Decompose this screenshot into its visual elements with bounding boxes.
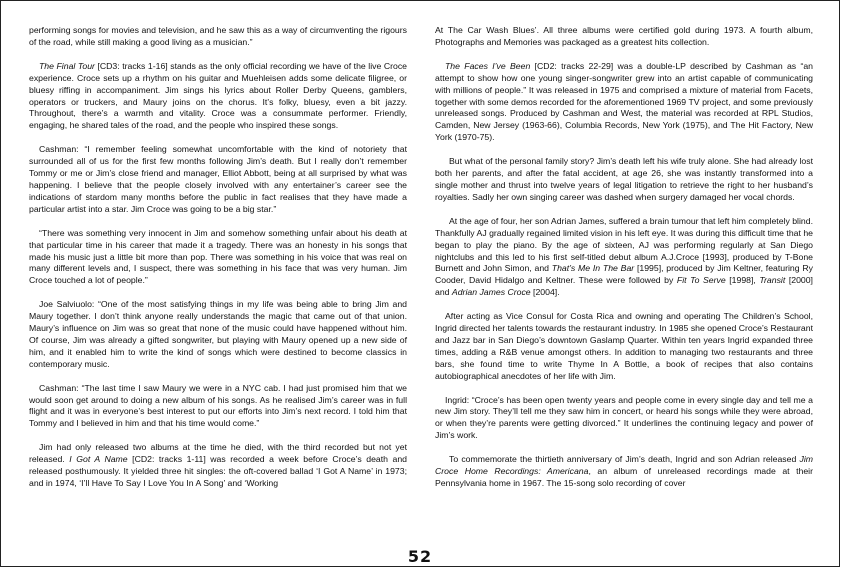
paragraph xyxy=(29,61,407,132)
paragraph xyxy=(435,216,813,299)
right-column xyxy=(435,25,813,502)
paragraph: But what of the personal family story? Jim’s death left his wife truly alone. She had already lost both her parents, and after the fatal accident, at age 26, she was instantly transformed into a single mother and thrust into twelve years of legal litigation to retrieve the right to her husband’s royalties. Sadly her own singing career was dashed when surgery damaged her vocal chords. xyxy=(435,156,813,202)
paragraph-text: At the age of four, her son Adrian James, suffered a brain tumour that left him completely blind. Thankfully AJ gradually regained limited vision in his left eye. It was during this difficult time that he began to play the piano. By the age of sixteen, AJ was performing regularly at San Diego nightclubs and this led to his first self-titled debut album A.J.Croce [1993], produced by T-Bone Burnett and John Simon, and xyxy=(435,215,813,274)
album-title: Jim Croce Home Recordings: Americana xyxy=(435,454,813,477)
paragraph-text: [CD2: tracks 1-11] was recorded a week before Croce’s death and released posthumously. It yielded three hit singles: the oft-covered ballad ‘I Got A Name’ in 1973; and in 1974, ‘I’ll Have To Say I Love You In A Song’ and ‘Working xyxy=(29,454,408,488)
album-title: That’s Me In The Bar xyxy=(551,263,635,274)
album-title: I Got A Name xyxy=(69,454,128,465)
paragraph xyxy=(435,454,813,490)
paragraph: Cashman: “The last time I saw Maury we were in a NYC cab. I had just promised him that we would soon get around to doing a new album of his songs. As he realised Jim’s career was in full flight and it was in everyone’s best interest to put our efforts into Jim’s next record. I told him that Tommy and I believed in him and that his time would come.” xyxy=(29,382,407,429)
album-title: Adrian James Croce xyxy=(451,287,531,298)
paragraph xyxy=(29,442,407,490)
paragraph: At The Car Wash Blues’. All three albums were certified gold during 1973. A fourth album, Photographs and Memories was packaged as a greatest hits collection. xyxy=(435,25,813,47)
album-title: The Final Tour xyxy=(39,60,95,71)
paragraph-text: [CD2: tracks 22-29] was a double-LP described by Cashman as “an attempt to show how one young singer-songwriter grew into an artist capable of communicating with millions of people.” It was released in 1975 and comprised a mixture of material from Facets, together with some demos recorded for the aforementioned 1969 TV project, and some previously unreleased songs. Produced by Cashman and West, the material was recorded at RPL Studios, Camden, New Jersey (1963-66), Columbia Records, New York (1975), and The Hit Factory, New York (1970-75). xyxy=(435,60,813,143)
paragraph-text: [1998], xyxy=(725,275,760,286)
paragraph-text: [2000] and xyxy=(435,275,813,298)
paragraph: After acting as Vice Consul for Costa Rica and owning and operating The Children’s School, Ingrid directed her talents towards the restaurant industry. In 1985 she opened Croce’s Restaurant and Jazz bar in San Diego’s downtown Gaslamp Quarter. Within ten years Ingrid expanded three times, adding a R&B venue amongst others. In addition to managing two restaurants and three bars, she found time to write Thyme In A Bottle, a book of recipes that also contains autobiographical anecdotes of her life with Jim. xyxy=(435,311,813,381)
paragraph xyxy=(435,61,813,144)
paragraph: Cashman: “I remember feeling somewhat uncomfortable with the kind of notoriety that surrounded all of us for the first few months following Jim’s death. But I really don’t remember Tommy or me or Jim’s close friend and manager, Elliot Abbott, being at all surprised by what was happening. I believe that the people closely involved with any entertainer’s career see the indications of stardom many months before the public in fact realises that they have made a particular artist into a star. Jim Croce was going to be a big star.” xyxy=(29,144,407,214)
left-column xyxy=(29,25,407,502)
album-title: Fit To Serve xyxy=(676,275,726,286)
paragraph-text: To commemorate the thirtieth anniversary of Jim’s death, Ingrid and son Adrian released xyxy=(449,454,800,465)
paragraph-text: [1995], produced by Jim Keltner, featuring Ry Cooder, David Hidalgo and Keltner. These were followed by xyxy=(435,263,813,286)
paragraph-text: , an album of unreleased recordings made at their Pennsylvania home in 1967. The 15-song solo recording of cover xyxy=(435,466,813,488)
page-number: 52 xyxy=(407,547,433,566)
paragraph-text: Jim had only released two albums at the time he died, with the third recorded but not yet released. xyxy=(29,442,407,465)
paragraph: Ingrid: “Croce’s has been open twenty years and people come in every single day and tell me a new Jim story. They’ll tell me they saw him in concert, or heard his songs while they were abroad, or when they’re parents were getting divorced.” It underlines the continuing legacy and power of Jim’s work. xyxy=(435,394,813,441)
album-title: Transit xyxy=(759,275,786,286)
paragraph-text: [2004]. xyxy=(530,287,560,298)
paragraph: “There was something very innocent in Jim and somehow something unfair about his death at that particular time in his career that made it a tragedy. There was an honesty in his songs that made his music just a little bit more than pop. There was something in his voice that was real on many different levels and, I suspect, there was something in his face that was very human. Jim Croce touched a lot of people.” xyxy=(29,227,407,286)
paragraph-text: [CD3: tracks 1-16] stands as the only official recording we have of the live Croce experience. Croce sets up a rhythm on his guitar and Muehleisen adds some delicate filigree, or bluesy riffing in accompaniment. Jim sings his lyrics about Roller Derby Queens, gamblers, operators or truckers, and Maury joins on the chorus. It’s folky, bluesy, even a bit jazzy. Throughout, there’s a warmth and vitality. Croce was a consummate performer. Friendly, engaging, he shared tales of the road, and the people who inspired these songs. xyxy=(29,60,408,131)
paragraph: performing songs for movies and television, and he saw this as a way of circumventing the rigours of the road, while still making a good living as a musician.” xyxy=(29,25,407,47)
paragraph: Joe Salviuolo: “One of the most satisfying things in my life was being able to bring Jim and Maury together. I don’t think anyone really understands the magic that came out of that union. Maury’s influence on Jim was so great that none of the music could have happened without him. Of course, Jim was already a gifted songwriter, but playing with Maury opened up a new side of him, and it enabled him to write the kind of songs which were destined to become classics in contemporary music. xyxy=(29,299,407,369)
album-title: The Faces I’ve Been xyxy=(445,60,531,71)
